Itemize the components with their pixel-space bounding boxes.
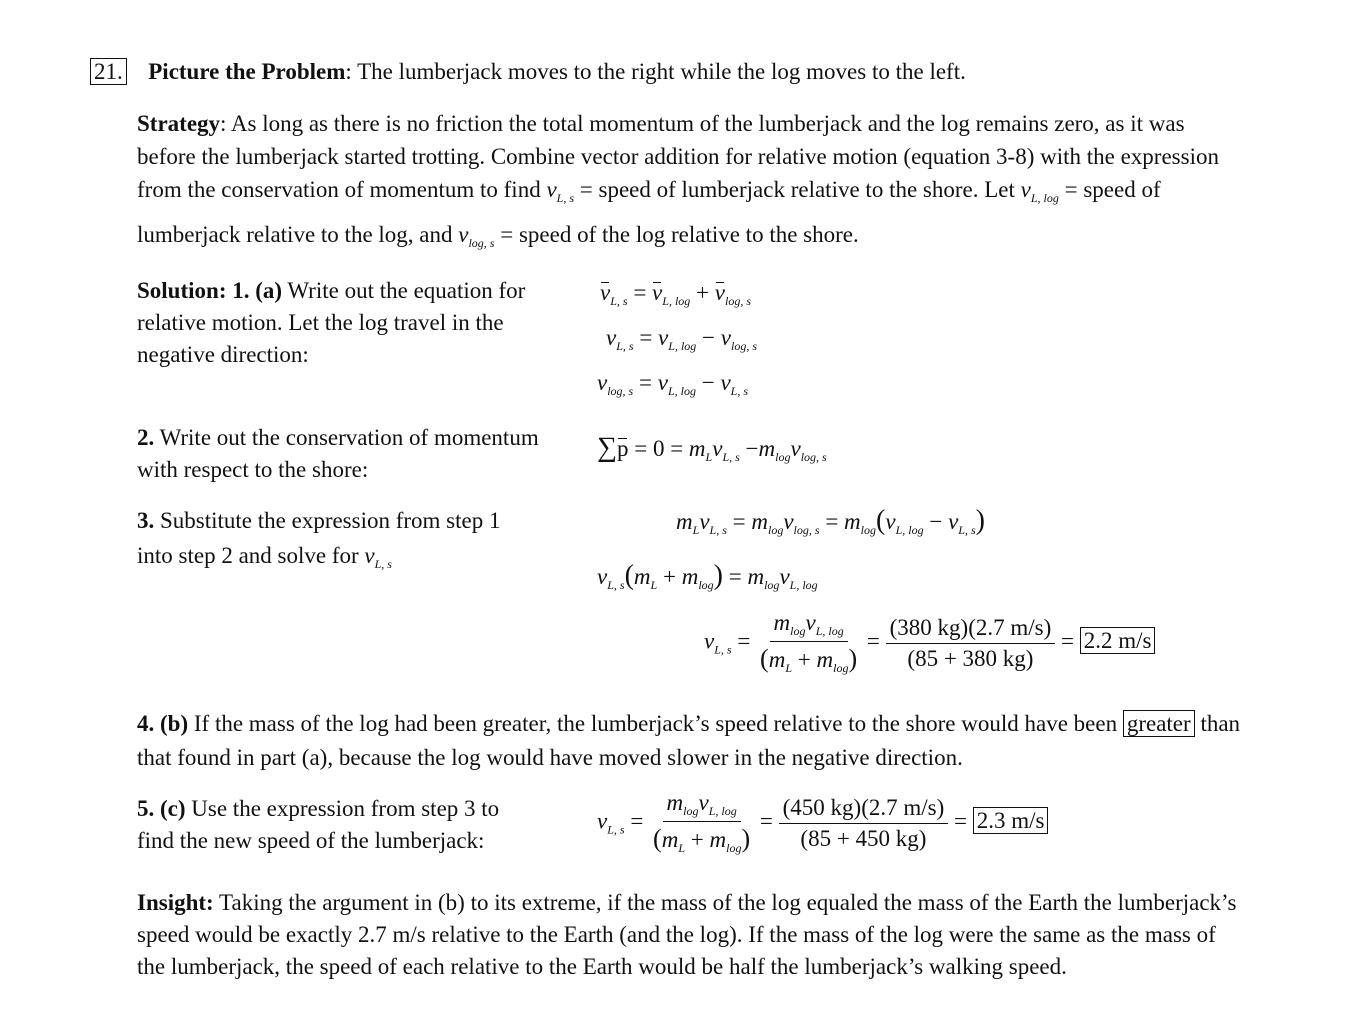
calc2-numerator: (450 kg)(2.7 m/s) bbox=[779, 795, 949, 824]
calc1-numerator: (380 kg)(2.7 m/s) bbox=[886, 615, 1056, 644]
answer-a: 2.2 m/s bbox=[1080, 627, 1156, 654]
insight-label: Insight: bbox=[137, 890, 214, 915]
calc2-denominator: (85 + 450 kg) bbox=[800, 825, 927, 851]
insight-line-1: Insight: Taking the argument in (b) to its extreme, if the mass of the log equaled the mass of the Earth the lumberjack’s bbox=[137, 890, 1237, 915]
strategy-line-3: from the conservation of momentum to find $v_{L, s}$ = speed of lumberjack relative to the shore. Let $v_{L, log}$ = speed of bbox=[137, 177, 1161, 205]
problem-heading-label: Picture the Problem bbox=[148, 59, 346, 84]
answer-c: 2.3 m/s bbox=[973, 807, 1049, 834]
step1-line-2: relative motion. Let the log travel in the bbox=[137, 310, 504, 335]
equation-momentum-conservation: $\sum p = 0 = m_Lv_{L, s} -m_{log}v_{log, s}$ bbox=[597, 432, 827, 464]
problem-heading-text: : The lumberjack moves to the right while the log moves to the left. bbox=[345, 59, 966, 84]
step2-line-2: with respect to the shore: bbox=[137, 457, 369, 482]
problem-heading bbox=[90, 56, 966, 88]
step3-line-1: 3. Substitute the expression from step 1 bbox=[137, 508, 501, 533]
equation-rearranged: $v_{L, s}(m_L + m_{log}) = m_{log}v_{L, log}$ bbox=[597, 560, 818, 592]
strategy-line-2: before the lumberjack started trotting. Combine vector addition for relative motion (equation 3-8) with the expression bbox=[137, 144, 1219, 169]
step4-line-1: 4. (b) If the mass of the log had been greater, the lumberjack’s speed relative to the shore would have been greater than bbox=[137, 711, 1241, 736]
equation-substitution: $m_Lv_{L, s} = m_{log}v_{log, s} = m_{log}(v_{L, log} - v_{L, s})$ bbox=[676, 505, 985, 537]
equation-relative-motion-scalar: $v_{L, s} = v_{L, log} - v_{log, s}$ bbox=[606, 325, 757, 353]
step4-label: 4. (b) bbox=[137, 711, 189, 736]
step5-label: 5. (c) bbox=[137, 796, 186, 821]
equation-solution-c: $v_{L, s}$ = $\frac{m_{log}v_{L, log}}{(m_L + m_{log})}$ = $\frac{(450 kg)(2.7 m/s)}{(85 + 450 kg)}$ = 2.3 m/s bbox=[597, 790, 1048, 856]
step1-label: Solution: 1. (a) bbox=[137, 278, 283, 303]
step5-line-1: 5. (c) Use the expression from step 3 to bbox=[137, 796, 500, 821]
insight-line-3: the lumberjack, the speed of each relative to the Earth would be half the lumberjack’s walking speed. bbox=[137, 954, 1067, 979]
step5-line-2: find the new speed of the lumberjack: bbox=[137, 828, 485, 853]
problem-number: 21. bbox=[90, 58, 127, 85]
step3-line-2: into step 2 and solve for $v_{L, s}$ bbox=[137, 543, 392, 571]
strategy-line-4: lumberjack relative to the log, and $v_{log, s}$ = speed of the log relative to the shore. bbox=[137, 222, 859, 250]
insight-line-2: speed would be exactly 2.7 m/s relative to the Earth (and the log). If the mass of the log were the same as the mass of bbox=[137, 922, 1216, 947]
strategy-line-1: Strategy: As long as there is no friction the total momentum of the lumberjack and the log remains zero, as it was bbox=[137, 111, 1185, 136]
equation-relative-motion-vector: $v_{L, s} = v_{L, log} + v_{log, s}$ bbox=[600, 280, 751, 308]
step4-line-2: that found in part (a), because the log would have moved slower in the negative direction. bbox=[137, 745, 963, 770]
step1-line-3: negative direction: bbox=[137, 342, 309, 367]
step2-line-1: 2. Write out the conservation of momentum bbox=[137, 425, 539, 450]
step2-label: 2. bbox=[137, 425, 155, 450]
step3-label: 3. bbox=[137, 508, 155, 533]
equation-solution-a: $v_{L, s}$ = $\frac{m_{log}v_{L, log}}{(m_L + m_{log})}$ = $\frac{(380 kg)(2.7 m/s)}{(85 + 380 kg)}$ = 2.2 m/s bbox=[704, 610, 1155, 676]
strategy-label: Strategy bbox=[137, 111, 221, 136]
step1-line-1: Solution: 1. (a) Write out the equation for bbox=[137, 278, 526, 303]
answer-b: greater bbox=[1123, 710, 1195, 737]
calc1-denominator: (85 + 380 kg) bbox=[907, 645, 1034, 671]
equation-log-speed: $v_{log, s} = v_{L, log} - v_{L, s}$ bbox=[597, 370, 748, 398]
